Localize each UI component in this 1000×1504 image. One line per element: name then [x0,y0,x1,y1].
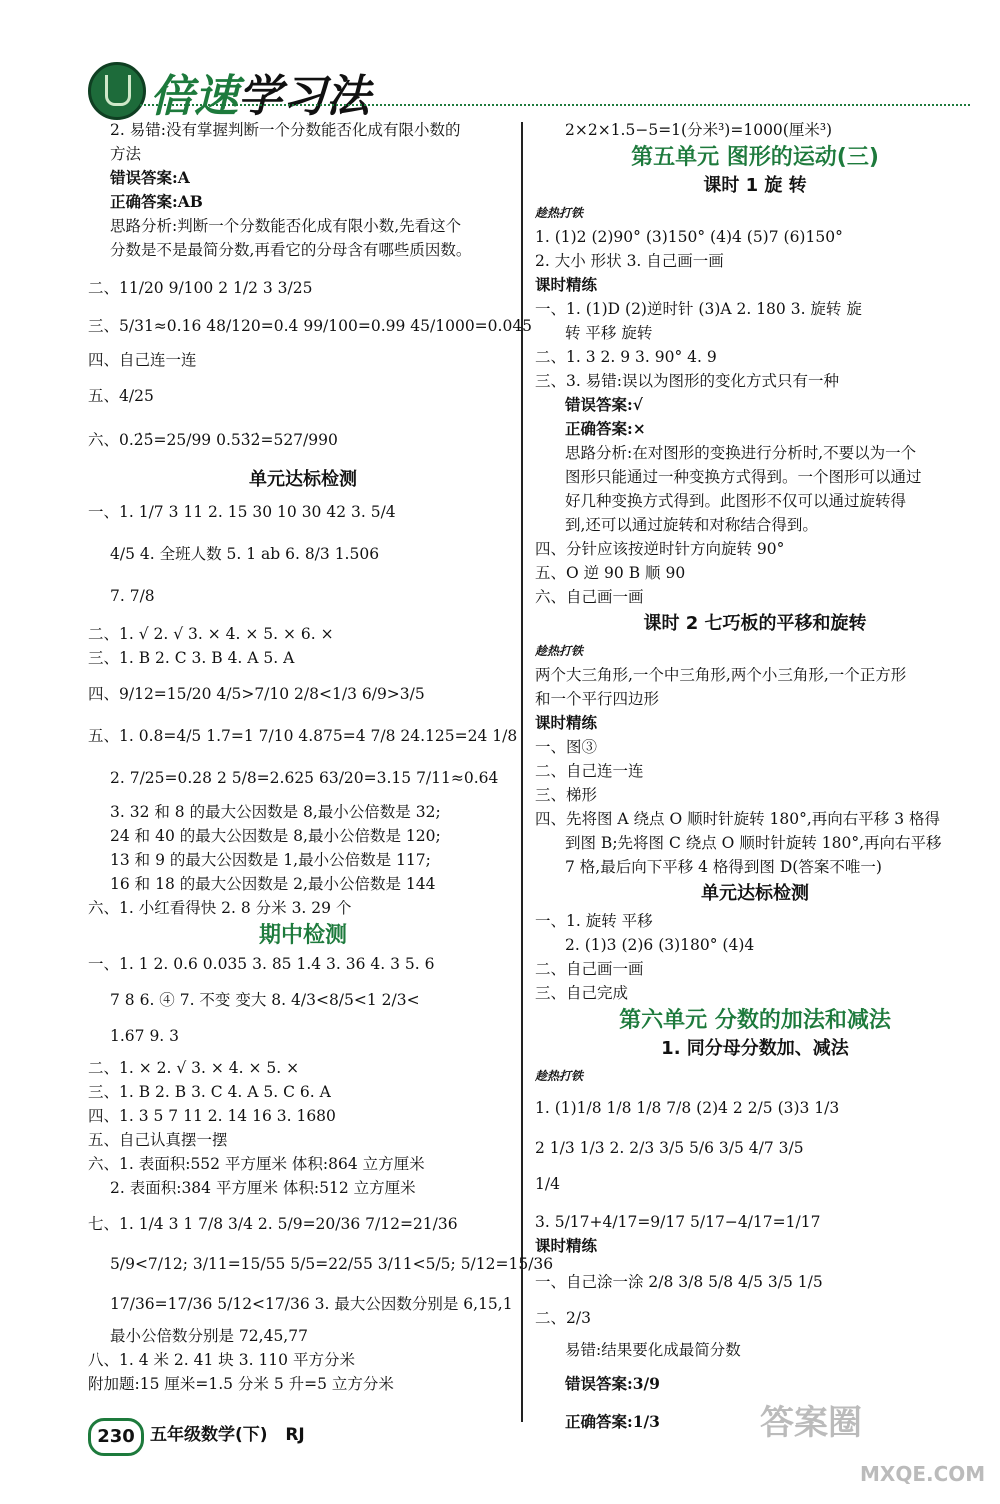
lesson-title: 1. 同分母分数加、减法 [661,1038,849,1059]
text-line: 1/4 [535,1175,560,1193]
text-line: 四、自己连一连 [88,351,197,369]
text-line: 3. 5/17+4/17=9/17 5/17−4/17=1/17 [535,1213,821,1231]
text-line: 7. 7/8 [110,587,155,605]
text-line: 4/5 4. 全班人数 5. 1 ab 6. 8/3 1.506 [110,545,380,563]
text-line: 17/36=17/36 5/12<17/36 3. 最大公因数分别是 6,15,1 [110,1295,513,1313]
section-title: 单元达标检测 [701,883,809,904]
text-line: 好几种变换方式得到。此图形不仅可以通过旋转得 [565,492,907,510]
header-title: 倍速学习法 [150,71,370,122]
text-line: 思路分析:在对图形的变换进行分析时,不要以为一个 [565,444,917,462]
sub-heading: 课时精练 [535,1236,598,1255]
text-line: 三、自己完成 [535,984,629,1002]
text-line: 1.67 9. 3 [110,1027,180,1045]
text-line: 五、1. 0.8=4/5 1.7=1 7/10 4.875=4 7/8 24.125=24 1/8 [88,727,518,745]
text-line: 正确答案:AB [110,192,203,211]
text-line: 六、自己画一画 [535,588,644,606]
text-line: 六、0.2̇5̇=25/99 0.53̇2̇=527/990 [88,431,338,449]
text-line: 24 和 40 的最大公因数是 8,最小公倍数是 120; [110,827,441,845]
text-line: 1. (1)1/8 1/8 1/8 7/8 (2)4 2 2/5 (3)3 1/3 [535,1099,840,1117]
text-line: 一、自己涂一涂 2/8 3/8 5/8 4/5 3/5 1/5 [535,1273,823,1291]
text-line: 7 8 6. ④ 7. 不变 变大 8. 4/3<8/5<1 2/3< [110,991,420,1009]
unit-title: 第六单元 分数的加法和减法 [619,1008,891,1033]
text-line: 2 1/3 1/3 2. 2/3 3/5 5/6 3/5 4/7 3/5 [535,1139,804,1157]
sub-heading: 趁热打铁 [535,1069,584,1083]
footer-grade: 五年级数学(下) RJ [150,1425,305,1445]
text-line: 5/9<7/12; 3/11=15/55 5/5=22/55 3/11<5/5; 5/12=15/36 [110,1255,554,1273]
text-line: 二、自己画一画 [535,960,644,978]
header-divider [140,104,970,106]
text-line: 三、1. B 2. C 3. B 4. A 5. A [88,649,295,667]
text-line: 六、1. 表面积:552 平方厘米 体积:864 立方厘米 [88,1155,425,1173]
text-line: 一、1. 1/7 3 11 2. 15 30 10 30 42 3. 5/4 [88,503,396,521]
text-line: 分数是不是最简分数,再看它的分母含有哪些质因数。 [110,241,472,259]
text-line: 三、5/31≈0.16 48/120=0.4 99/100=0.99 45/1000=0.045 [88,317,533,335]
text-line: 16 和 18 的最大公因数是 2,最小公倍数是 144 [110,875,436,893]
text-line: 2. (1)3 (2)6 (3)180° (4)4 [565,936,755,954]
text-line: 八、1. 4 米 2. 41 块 3. 110 平方分米 [88,1351,355,1369]
text-line: 错误答案:A [110,168,190,187]
sub-heading: 趁热打铁 [535,644,584,658]
text-line: 错误答案:3/9 [565,1374,660,1393]
text-line: 2. 易错:没有掌握判断一个分数能否化成有限小数的 [110,121,461,139]
text-line: 三、1. B 2. B 3. C 4. A 5. C 6. A [88,1083,331,1101]
text-line: 两个大三角形,一个中三角形,两个小三角形,一个正方形 [535,666,907,684]
text-line: 13 和 9 的最大公因数是 1,最小公倍数是 117; [110,851,431,869]
text-line: 附加题:15 厘米=1.5 分米 5 升=5 立方分米 [88,1375,394,1393]
text-line: 2. 表面积:384 平方厘米 体积:512 立方厘米 [110,1179,416,1197]
text-line: 六、1. 小红看得快 2. 8 分米 3. 29 个 [88,899,352,917]
book-logo-icon [88,62,146,120]
text-line: 到,还可以通过旋转和对称结合得到。 [565,516,818,534]
text-line: 1. (1)2 (2)90° (3)150° (4)4 (5)7 (6)150° [535,228,843,246]
text-line: 三、3. 易错:误以为图形的变化方式只有一种 [535,372,839,390]
text-line: 错误答案:√ [565,395,643,414]
text-line: 思路分析:判断一个分数能否化成有限小数,先看这个 [110,217,462,235]
text-line: 七、1. 1/4 3 1 7/8 3/4 2. 5/9=20/36 7/12=21/36 [88,1215,458,1233]
text-line: 易错:结果要化成最简分数 [565,1341,741,1359]
text-line: 2. 大小 形状 3. 自己画一画 [535,252,724,270]
text-line: 四、1. 3 5 7 11 2. 14 16 3. 1680 [88,1107,336,1125]
text-line: 二、1. 3 2. 9 3. 90° 4. 9 [535,348,717,366]
text-line: 二、1. × 2. √ 3. × 4. × 5. × [88,1059,300,1077]
text-line: 转 平移 旋转 [565,324,653,342]
text-line: 二、1. √ 2. √ 3. × 4. × 5. × 6. × [88,625,334,643]
right-column [535,118,975,1434]
text-line: 二、2/3 [535,1309,591,1327]
text-line: 到图 B;先将图 C 绕点 O 顺时针旋转 180°,再向右平移 [565,834,942,852]
text-line: 四、先将图 A 绕点 O 顺时针旋转 180°,再向右平移 3 格得 [535,810,941,828]
section-title: 单元达标检测 [249,469,357,490]
sub-heading: 趁热打铁 [535,206,584,220]
text-line: 2×2×1.5−5=1(分米³)=1000(厘米³) [565,121,833,139]
sub-heading: 课时精练 [535,713,598,732]
text-line: 一、1. 旋转 平移 [535,912,653,930]
watermark-logo: 答案圈 [760,1403,862,1443]
text-line: 2. 7/25=0.28 2 5/8=2.625 63/20=3.15 7/11≈0.64 [110,769,499,787]
text-line: 图形只能通过一种变换方式得到。一个图形可以通过 [565,468,922,486]
unit-title: 第五单元 图形的运动(三) [631,145,879,170]
text-line: 五、自己认真摆一摆 [88,1131,228,1149]
page-number: 230 [88,1418,144,1456]
text-line: 7 格,最后向下平移 4 格得到图 D(答案不唯一) [565,858,882,876]
text-line: 一、1. 1 2. 0.6 0.035 3. 85 1.4 3. 36 4. 3 5. 6 [88,955,435,973]
watermark-url: MXQE.COM [860,1462,986,1486]
text-line: 一、1. (1)D (2)逆时针 (3)A 2. 180 3. 旋转 旋 [535,300,862,318]
text-line: 3. 32 和 8 的最大公因数是 8,最小公倍数是 32; [110,803,441,821]
text-line: 四、分针应该按逆时针方向旋转 90° [535,540,785,558]
section-title: 期中检测 [258,923,347,948]
text-line: 二、11/20 9/100 2 1/2 3 3/25 [88,279,313,297]
text-line: 二、自己连一连 [535,762,644,780]
lesson-title: 课时 1 旋 转 [703,175,807,196]
text-line: 方法 [110,145,142,163]
text-line: 五、O 逆 90 B 顺 90 [535,564,686,582]
text-line: 和一个平行四边形 [535,690,660,708]
text-line: 三、梯形 [535,786,598,804]
text-line: 正确答案:× [565,419,646,438]
text-line: 最小公倍数分别是 72,45,77 [110,1327,308,1345]
text-line: 四、9/12=15/20 4/5>7/10 2/8<1/3 6/9>3/5 [88,685,425,703]
sub-heading: 课时精练 [535,275,598,294]
text-line: 五、4/25 [88,387,154,405]
text-line: 正确答案:1/3 [565,1412,660,1431]
lesson-title: 课时 2 七巧板的平移和旋转 [643,613,867,634]
left-column [88,118,554,1396]
text-line: 一、图③ [535,738,598,756]
